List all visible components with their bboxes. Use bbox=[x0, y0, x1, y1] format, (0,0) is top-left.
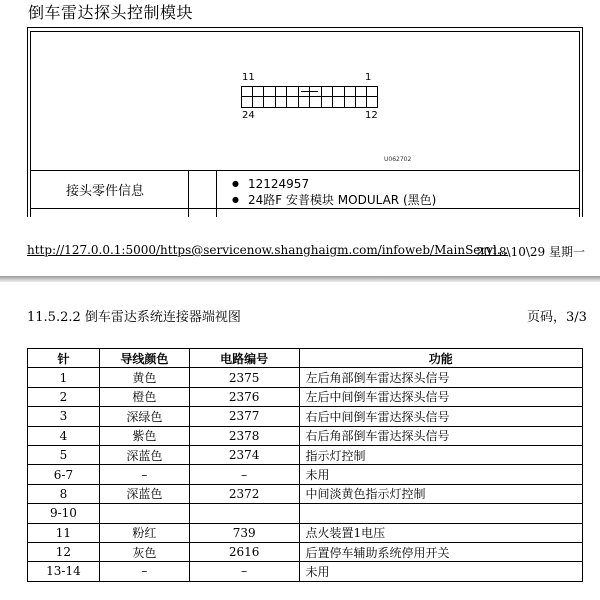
page-separator bbox=[0, 276, 600, 282]
cell-pin: 4 bbox=[28, 426, 100, 445]
cell-function: 右后角部倒车雷达探头信号 bbox=[299, 426, 582, 445]
parts-row-top-border bbox=[30, 170, 580, 171]
footer-date: 2018\10\29 星期一 bbox=[476, 245, 585, 259]
cell-function: 后置停车辅助系统停用开关 bbox=[299, 542, 582, 561]
cell-function: 指示灯控制 bbox=[299, 445, 582, 464]
table-row bbox=[28, 484, 583, 503]
pin-label-1: 1 bbox=[365, 72, 372, 83]
pin-table bbox=[27, 348, 583, 582]
figure-code: U062702 bbox=[384, 156, 412, 163]
table-row bbox=[28, 523, 583, 542]
cell-circuit: 2376 bbox=[189, 387, 299, 406]
cell-function: 左后中间倒车雷达探头信号 bbox=[299, 387, 582, 406]
header-pin: 针 bbox=[28, 349, 100, 368]
cell-circuit: 2616 bbox=[189, 542, 299, 561]
parts-info-label: 接头零件信息 bbox=[66, 184, 145, 199]
cell-function: 未用 bbox=[299, 465, 582, 484]
cell-circuit: 2377 bbox=[189, 407, 299, 426]
table-row bbox=[28, 562, 583, 581]
cell-wire-color: – bbox=[99, 465, 189, 484]
footer-url-link[interactable]: http://127.0.0.1:5000/https@servicenow.shanghaigm.com/infoweb/MainServl... bbox=[27, 243, 509, 257]
cell-wire-color: 灰色 bbox=[99, 542, 189, 561]
table-row bbox=[28, 542, 583, 561]
pin-label-24: 24 bbox=[242, 110, 255, 121]
cell-pin: 11 bbox=[28, 523, 100, 542]
cell-wire-color: 深蓝色 bbox=[99, 445, 189, 464]
cell-function: 右后中间倒车雷达探头信号 bbox=[299, 407, 582, 426]
section-title: 11.5.2.2 倒车雷达系统连接器端视图 bbox=[27, 310, 241, 325]
cell-function: 中间淡黄色指示灯控制 bbox=[299, 484, 582, 503]
parts-info-list bbox=[232, 176, 436, 208]
module-heading: 倒车雷达探头控制模块 bbox=[28, 3, 194, 22]
cell-circuit bbox=[189, 504, 299, 523]
header-circuit-number: 电路编号 bbox=[189, 349, 299, 368]
table-row bbox=[28, 387, 583, 406]
cell-circuit: – bbox=[189, 465, 299, 484]
pin-label-12: 12 bbox=[365, 110, 378, 121]
cell-wire-color: 橙色 bbox=[99, 387, 189, 406]
table-header-row bbox=[28, 349, 583, 368]
parts-row-divider bbox=[188, 170, 189, 217]
cell-pin: 12 bbox=[28, 542, 100, 561]
table-row bbox=[28, 504, 583, 523]
cell-function: 点火装置1电压 bbox=[299, 523, 582, 542]
cell-wire-color: 深绿色 bbox=[99, 407, 189, 426]
table-row bbox=[28, 426, 583, 445]
cell-pin: 2 bbox=[28, 387, 100, 406]
cell-wire-color: – bbox=[99, 562, 189, 581]
cell-circuit: 2374 bbox=[189, 445, 299, 464]
table-row bbox=[28, 445, 583, 464]
cell-circuit: 2378 bbox=[189, 426, 299, 445]
cell-pin: 1 bbox=[28, 368, 100, 387]
cell-pin: 6-7 bbox=[28, 465, 100, 484]
pin-label-11: 11 bbox=[242, 72, 255, 83]
table-row bbox=[28, 407, 583, 426]
parts-row-bottom-border bbox=[30, 208, 580, 209]
header-wire-color: 导线颜色 bbox=[99, 349, 189, 368]
cell-pin: 3 bbox=[28, 407, 100, 426]
table-row bbox=[28, 465, 583, 484]
cell-circuit: – bbox=[189, 562, 299, 581]
part-description: ● 24路F 安普模块 MODULAR (黑色) bbox=[232, 192, 436, 208]
part-number: ● 12124957 bbox=[232, 176, 436, 192]
cell-circuit: 739 bbox=[189, 523, 299, 542]
cell-pin: 5 bbox=[28, 445, 100, 464]
cell-function: 未用 bbox=[299, 562, 582, 581]
table-row bbox=[28, 368, 583, 387]
cell-wire-color: 粉红 bbox=[99, 523, 189, 542]
cell-function: 左后角部倒车雷达探头信号 bbox=[299, 368, 582, 387]
cell-pin: 8 bbox=[28, 484, 100, 503]
cell-circuit: 2372 bbox=[189, 484, 299, 503]
cell-wire-color: 深蓝色 bbox=[99, 484, 189, 503]
cell-wire-color bbox=[99, 504, 189, 523]
cell-pin: 13-14 bbox=[28, 562, 100, 581]
cell-pin: 9-10 bbox=[28, 504, 100, 523]
page-number: 页码，3/3 bbox=[527, 310, 587, 325]
cell-circuit: 2375 bbox=[189, 368, 299, 387]
cell-wire-color: 紫色 bbox=[99, 426, 189, 445]
connector-diagram bbox=[241, 86, 378, 108]
parts-row-divider-2 bbox=[216, 170, 217, 217]
header-function: 功能 bbox=[299, 349, 582, 368]
cell-function bbox=[299, 504, 582, 523]
cell-wire-color: 黄色 bbox=[99, 368, 189, 387]
